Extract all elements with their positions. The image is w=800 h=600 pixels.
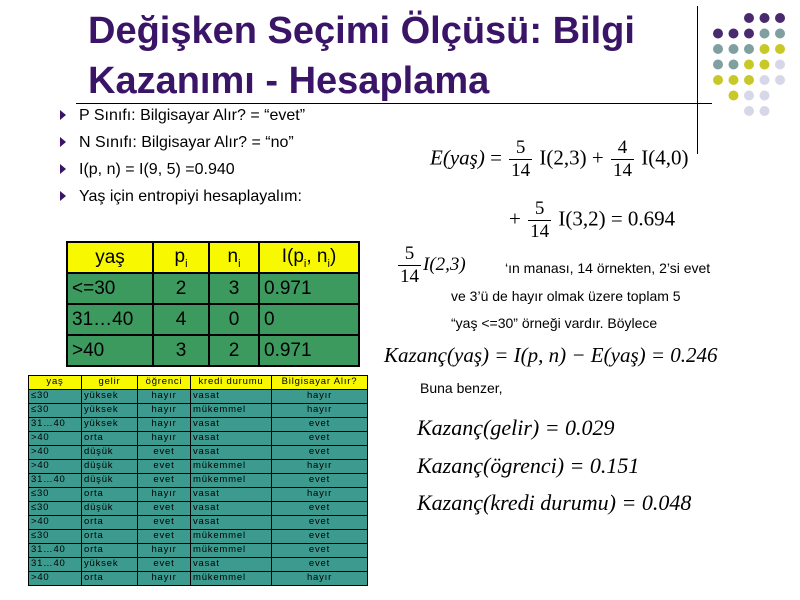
- decorative-dot: [744, 91, 754, 101]
- cell-student: hayır: [138, 572, 191, 586]
- title-line-1: Değişken Seçimi Ölçüsü: Bilgi: [88, 10, 635, 52]
- decorative-dot: [775, 60, 785, 70]
- title-line-2: Kazanımı - Hesaplama: [88, 60, 490, 102]
- bullet-list: [60, 102, 400, 210]
- gain-age-equation: Kazanç(yaş) = I(p, n) − E(yaş) = 0.246: [384, 343, 718, 367]
- cell-credit: vasat: [191, 390, 272, 404]
- cell-age: ≤30: [29, 502, 82, 516]
- cell-buys: evet: [272, 432, 368, 446]
- decorative-dot: [729, 29, 739, 39]
- cell-age: >40: [29, 516, 82, 530]
- fraction: $\frac{5}{14}$: [511, 137, 531, 181]
- cell-buys: hayır: [272, 460, 368, 474]
- cell-student: evet: [138, 558, 191, 572]
- cell-buys: evet: [272, 558, 368, 572]
- decorative-dot: [775, 13, 785, 23]
- bullet-arrow-icon: [60, 191, 66, 201]
- cell-buys: hayır: [272, 404, 368, 418]
- bullet-item-p-class: [60, 102, 400, 129]
- cell-buys: evet: [272, 474, 368, 488]
- bullet-arrow-icon: [60, 164, 66, 174]
- cell-age: 31…40: [29, 418, 82, 432]
- header-student: öğrenci: [138, 376, 191, 390]
- decorative-dot: [744, 106, 754, 116]
- header-income: gelir: [82, 376, 138, 390]
- table-row: [29, 432, 368, 446]
- table-header-row: [29, 376, 368, 390]
- cell-age: >40: [29, 460, 82, 474]
- decorative-dot: [760, 75, 770, 85]
- cell-credit: vasat: [191, 446, 272, 460]
- decorative-dot: [729, 44, 739, 54]
- table-row: [29, 460, 368, 474]
- cell-p: 3: [153, 335, 209, 366]
- cell-income: orta: [82, 572, 138, 586]
- cell-student: evet: [138, 530, 191, 544]
- cell-p: 2: [153, 273, 209, 304]
- note-line-3: “yaş <=30” örneği vardır. Böylece: [451, 315, 658, 331]
- cell-income: orta: [82, 488, 138, 502]
- bullet-arrow-icon: [60, 137, 66, 147]
- cell-buys: hayır: [272, 572, 368, 586]
- cell-age: <=30: [67, 273, 153, 304]
- cell-n: 3: [209, 273, 259, 304]
- gain-student-equation: Kazanç(ögrenci) = 0.151: [417, 453, 640, 478]
- cell-credit: vasat: [191, 488, 272, 502]
- table-row: [29, 390, 368, 404]
- cell-income: yüksek: [82, 418, 138, 432]
- cell-credit: mükemmel: [191, 572, 272, 586]
- table-row: [29, 530, 368, 544]
- bullet-text: Yaş için entropiyi hesaplayalım:: [79, 188, 302, 205]
- entropy-lhs: E(yaş): [430, 145, 485, 170]
- cell-info: 0.971: [259, 273, 359, 304]
- cell-credit: vasat: [191, 558, 272, 572]
- cell-info: 0: [259, 304, 359, 335]
- training-data-table: [28, 375, 368, 586]
- cell-age: >40: [67, 335, 153, 366]
- cell-buys: hayır: [272, 390, 368, 404]
- bullet-item-n-class: [60, 129, 400, 156]
- bullet-text: I(p, n) = I(9, 5) =0.940: [79, 161, 235, 178]
- header-credit: kredi durumu: [191, 376, 272, 390]
- cell-buys: evet: [272, 418, 368, 432]
- decorative-dot: [744, 75, 754, 85]
- cell-student: evet: [138, 446, 191, 460]
- cell-n: 0: [209, 304, 259, 335]
- fraction: $\frac{5}{14}$: [400, 243, 419, 287]
- bullet-item-info: [60, 156, 400, 183]
- note-line-1: ‘ın manası, 14 örnekten, 2’si evet: [505, 260, 711, 276]
- cell-credit: mükemmel: [191, 404, 272, 418]
- header-buys: Bilgisayar Alır?: [272, 376, 368, 390]
- cell-age: 31…40: [29, 544, 82, 558]
- cell-credit: mükemmel: [191, 474, 272, 488]
- cell-age: ≤30: [29, 530, 82, 544]
- note-line-2: ve 3’ü de hayır olmak üzere toplam 5: [451, 288, 681, 304]
- cell-income: yüksek: [82, 390, 138, 404]
- table-row: [29, 558, 368, 572]
- cell-age: ≤30: [29, 488, 82, 502]
- decorative-dot: [760, 44, 770, 54]
- similarly-text: Buna benzer,: [420, 380, 503, 396]
- bullet-arrow-icon: [60, 110, 66, 120]
- entropy-result: = 0.694: [610, 206, 676, 231]
- cell-student: evet: [138, 474, 191, 488]
- info-term: I(3,2): [558, 206, 606, 231]
- note-fraction-term: [396, 243, 466, 288]
- cell-age: 31…40: [67, 304, 153, 335]
- cell-income: düşük: [82, 502, 138, 516]
- equals-sign: =: [490, 145, 502, 170]
- table-header-row: [67, 242, 359, 273]
- decorative-dot: [760, 91, 770, 101]
- header-age: yaş: [29, 376, 82, 390]
- cell-credit: mükemmel: [191, 544, 272, 558]
- cell-income: orta: [82, 544, 138, 558]
- cell-income: orta: [82, 516, 138, 530]
- decorative-dot: [775, 29, 785, 39]
- cell-credit: mükemmel: [191, 460, 272, 474]
- header-p: $p_i$: [153, 242, 209, 273]
- cell-income: düşük: [82, 446, 138, 460]
- cell-income: düşük: [82, 460, 138, 474]
- header-n: $n_i$: [209, 242, 259, 273]
- cell-income: orta: [82, 432, 138, 446]
- cell-income: yüksek: [82, 404, 138, 418]
- bullet-item-entropy: [60, 183, 400, 210]
- table-row: [29, 474, 368, 488]
- cell-buys: evet: [272, 502, 368, 516]
- cell-age: 31…40: [29, 474, 82, 488]
- decorative-dot: [744, 60, 754, 70]
- training-data-body: [29, 390, 368, 586]
- age-summary-table: [66, 241, 360, 367]
- decorative-dot: [744, 44, 754, 54]
- header-age: yaş: [67, 242, 153, 273]
- decorative-dot: [775, 75, 785, 85]
- cell-income: düşük: [82, 474, 138, 488]
- cell-age: >40: [29, 446, 82, 460]
- table-row: [29, 446, 368, 460]
- decorative-dot: [775, 44, 785, 54]
- cell-buys: hayır: [272, 488, 368, 502]
- plus-sign: +: [509, 206, 521, 231]
- cell-student: hayır: [138, 488, 191, 502]
- header-info: $I(p_i$, $n_i$): [259, 242, 359, 273]
- slide-title: [88, 6, 728, 106]
- table-row: [29, 572, 368, 586]
- bullet-text: P Sınıfı: Bilgisayar Alır? = “evet”: [79, 107, 306, 124]
- cell-student: hayır: [138, 418, 191, 432]
- table-row: [29, 488, 368, 502]
- cell-income: orta: [82, 530, 138, 544]
- cell-student: evet: [138, 516, 191, 530]
- note-info-term: I(2,3): [423, 253, 466, 275]
- decorative-dot: [760, 60, 770, 70]
- cell-age: >40: [29, 432, 82, 446]
- cell-credit: vasat: [191, 516, 272, 530]
- gain-income-equation: Kazanç(gelir) = 0.029: [417, 415, 615, 440]
- cell-student: evet: [138, 460, 191, 474]
- bullet-text: N Sınıfı: Bilgisayar Alır? = “no”: [79, 134, 294, 151]
- table-row: [29, 516, 368, 530]
- cell-credit: vasat: [191, 432, 272, 446]
- decorative-dot: [729, 60, 739, 70]
- decorative-dot: [760, 106, 770, 116]
- table-row: [29, 544, 368, 558]
- cell-p: 4: [153, 304, 209, 335]
- table-row: [29, 418, 368, 432]
- fraction: $\frac{5}{14}$: [530, 198, 550, 242]
- info-term: I(4,0): [641, 145, 689, 170]
- decorative-dot: [729, 75, 739, 85]
- table-row: [29, 404, 368, 418]
- table-row: [67, 304, 359, 335]
- entropy-age-equation-line2: [509, 198, 675, 243]
- cell-age: ≤30: [29, 404, 82, 418]
- cell-buys: evet: [272, 530, 368, 544]
- cell-income: yüksek: [82, 558, 138, 572]
- decorative-dot: [729, 91, 739, 101]
- cell-student: hayır: [138, 432, 191, 446]
- cell-student: hayır: [138, 390, 191, 404]
- table-row: [29, 502, 368, 516]
- cell-buys: evet: [272, 446, 368, 460]
- table-row: [67, 335, 359, 366]
- cell-credit: mükemmel: [191, 530, 272, 544]
- cell-buys: evet: [272, 544, 368, 558]
- gain-credit-equation: Kazanç(kredi durumu) = 0.048: [417, 490, 692, 515]
- plus-sign: +: [591, 145, 604, 170]
- cell-n: 2: [209, 335, 259, 366]
- cell-age: ≤30: [29, 390, 82, 404]
- cell-credit: vasat: [191, 502, 272, 516]
- table-row: [67, 273, 359, 304]
- cell-student: evet: [138, 502, 191, 516]
- cell-buys: evet: [272, 516, 368, 530]
- decorative-dot: [744, 29, 754, 39]
- entropy-age-equation-line1: [430, 137, 688, 182]
- cell-student: hayır: [138, 404, 191, 418]
- cell-age: 31…40: [29, 558, 82, 572]
- info-term: I(2,3): [539, 145, 587, 170]
- cell-credit: vasat: [191, 418, 272, 432]
- cell-student: hayır: [138, 544, 191, 558]
- decorative-dot: [744, 13, 754, 23]
- decorative-dot: [760, 13, 770, 23]
- decorative-dot: [760, 29, 770, 39]
- cell-age: >40: [29, 572, 82, 586]
- fraction: $\frac{4}{14}$: [612, 137, 632, 181]
- cell-info: 0.971: [259, 335, 359, 366]
